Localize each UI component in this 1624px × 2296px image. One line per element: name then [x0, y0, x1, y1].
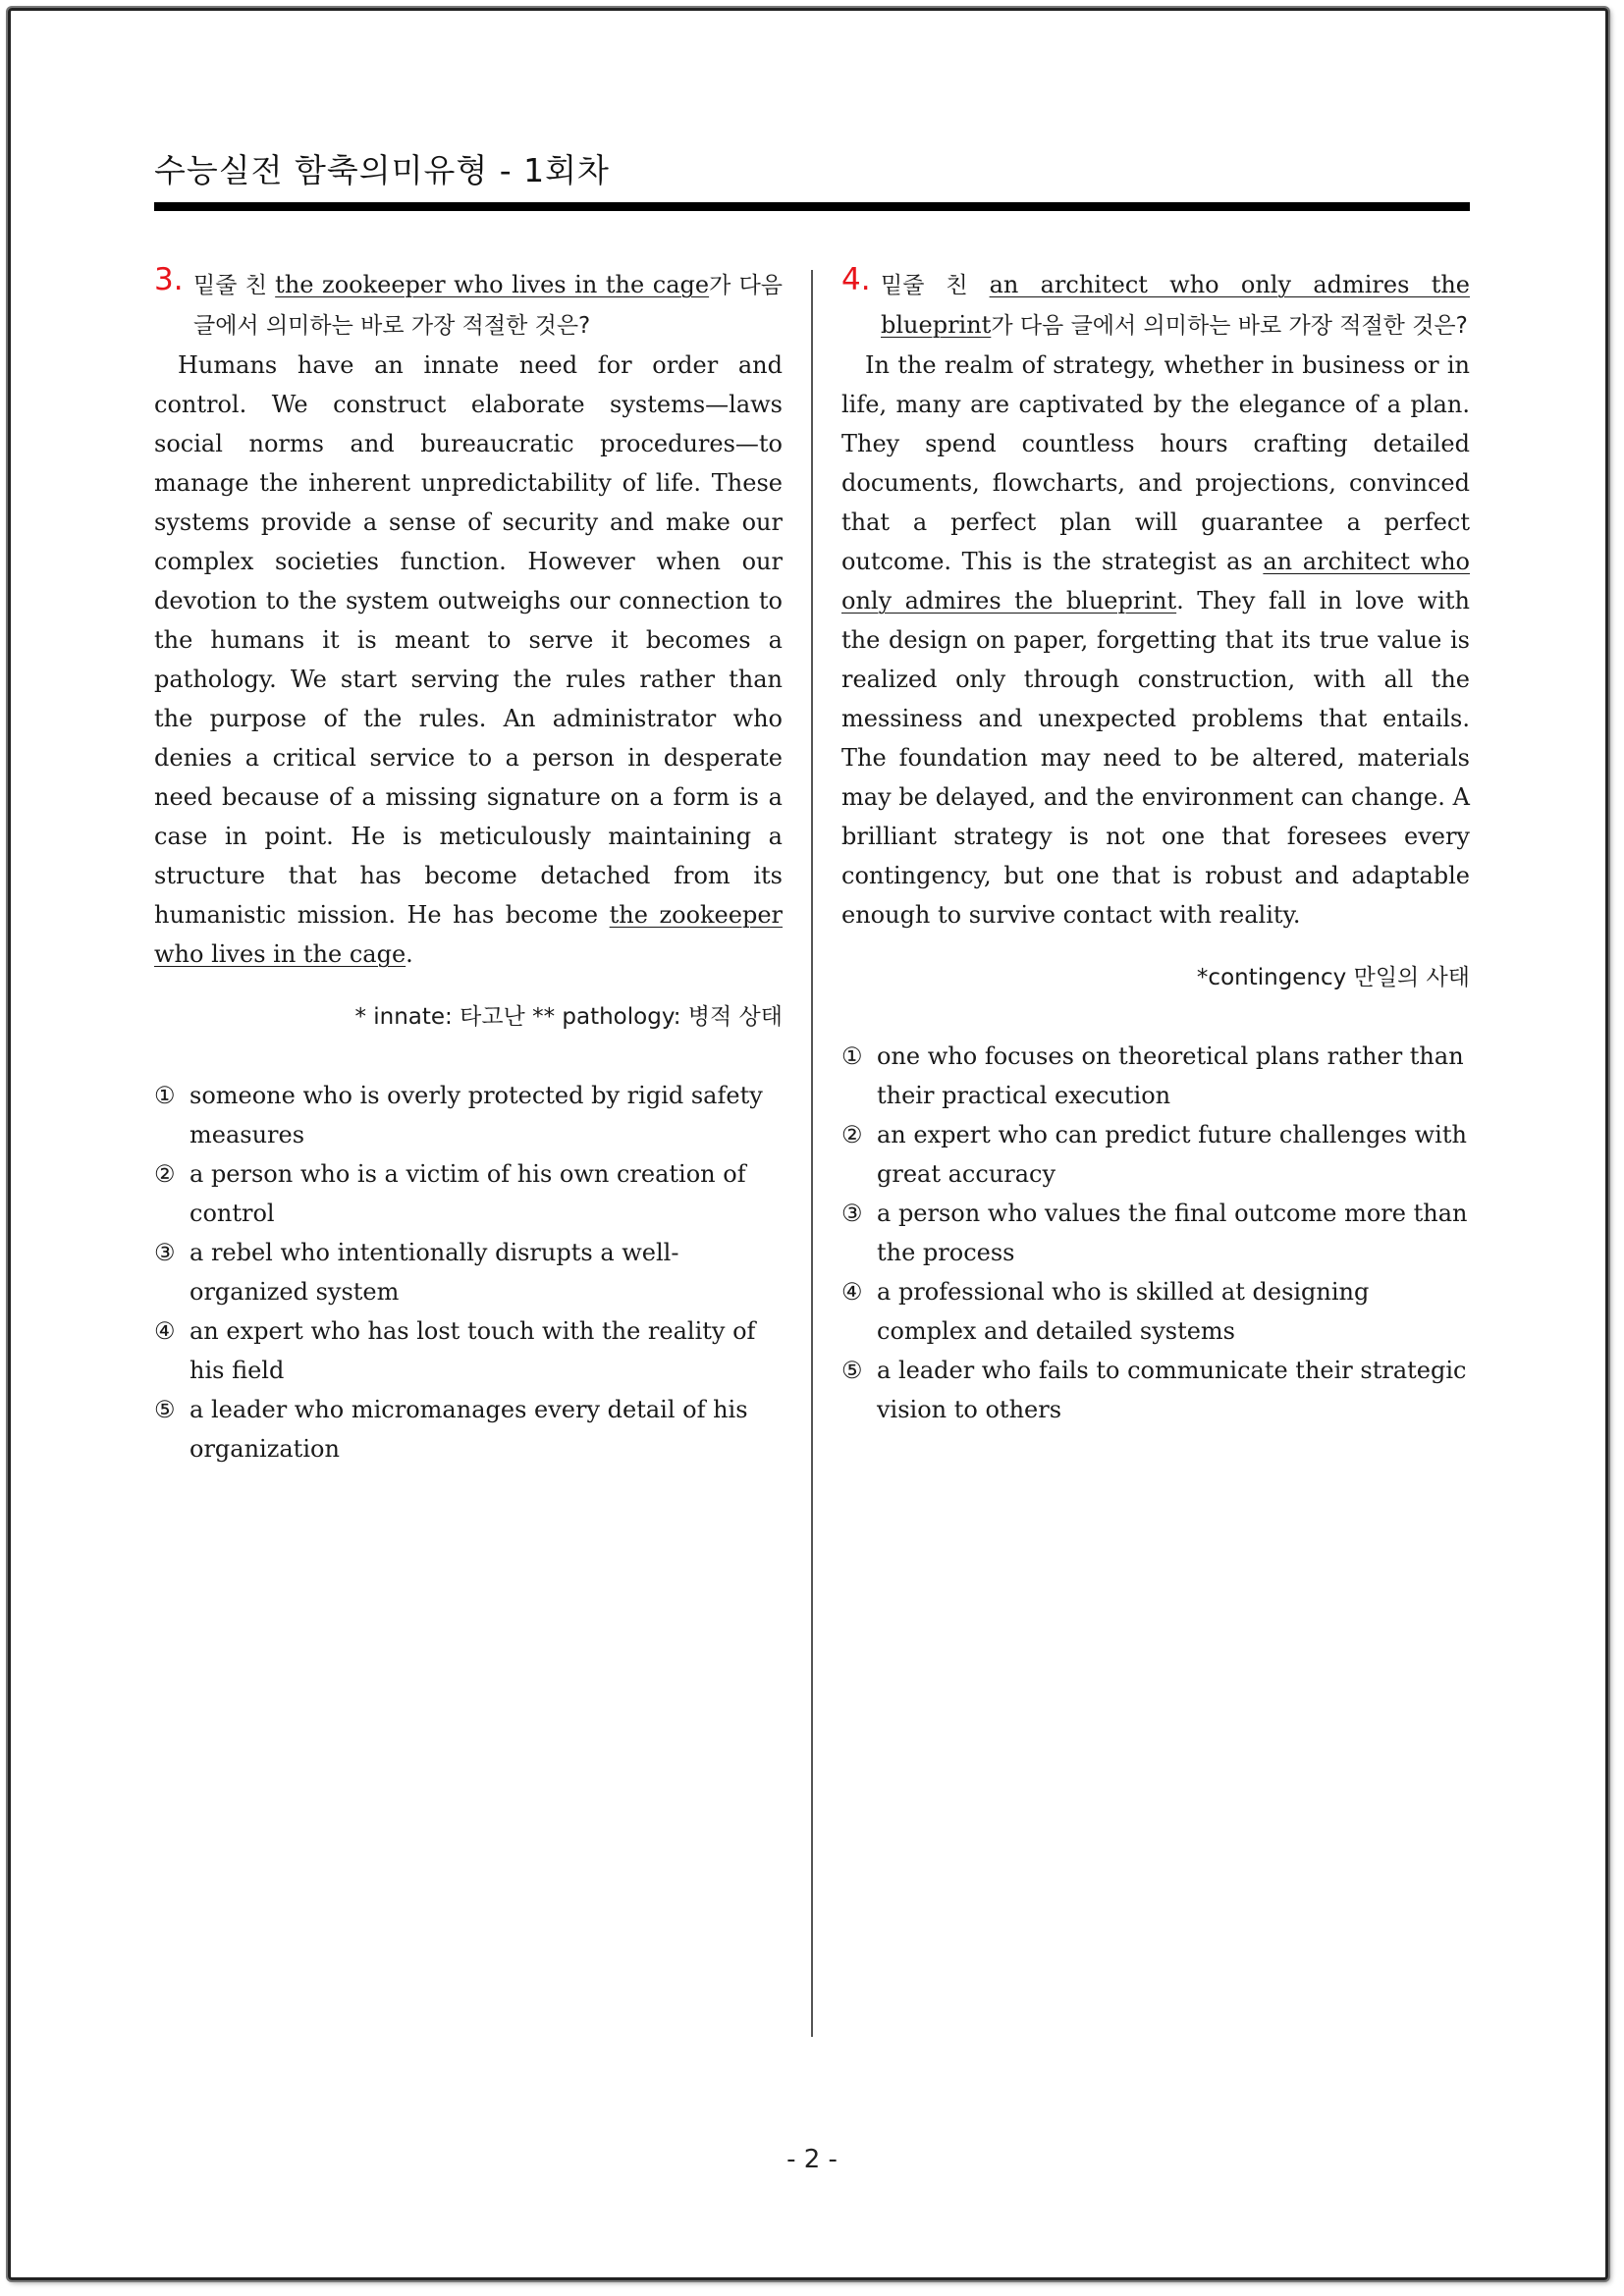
answer-choice[interactable]: [841, 1194, 1470, 1272]
passage-text: In the realm of strategy, whether in business or in life, many are captivated by the elegance of a plan. They spend countless hours crafting detailed documents, flowcharts, and projections, convinced that a perfect plan will guarantee a perfect outcome. This is the strategist as: [841, 351, 1470, 575]
page-title: 수능실전 함축의미유형 - 1회차: [154, 151, 610, 189]
choice-marker: ②: [154, 1160, 176, 1188]
choice-marker: ⑤: [841, 1357, 863, 1384]
footnote: * innate: 타고난 ** pathology: 병적 상태: [354, 1004, 783, 1030]
header-rule: [154, 202, 1470, 211]
answer-choice[interactable]: [154, 1076, 783, 1154]
passage: [154, 346, 783, 974]
choice-marker: ①: [154, 1082, 176, 1109]
choice-text: one who focuses on theoretical plans rather than their practical execution: [877, 1042, 1464, 1109]
passage-text-end: .: [406, 940, 413, 968]
choice-marker: ①: [841, 1042, 863, 1070]
answer-choice[interactable]: [841, 1115, 1470, 1194]
question-stem: [841, 262, 1470, 346]
answer-choice[interactable]: [841, 1351, 1470, 1429]
question-4: [841, 262, 1470, 1429]
choice-marker: ④: [841, 1278, 863, 1306]
choice-text: a leader who micromanages every detail of his organization: [189, 1396, 748, 1463]
choice-marker: ②: [841, 1121, 863, 1148]
choice-text: a person who is a victim of his own creation of control: [189, 1160, 746, 1227]
choice-text: a professional who is skilled at designing complex and detailed systems: [877, 1278, 1370, 1345]
column-divider: [811, 270, 813, 2037]
choice-text: an expert who has lost touch with the reality of his field: [189, 1317, 756, 1384]
answer-choice[interactable]: [154, 1311, 783, 1390]
passage-text-end: . They fall in love with the design on paper, forgetting that its true value is realized only through construction, with all the messiness and unexpected problems that entails. The foundation may need to be altered, materials may be delayed, and the environment can change. A brilliant strategy is not one that foresees every contingency, but one that is robust and adaptable enough to survive contact with reality.: [841, 587, 1470, 929]
choice-text: a person who values the final outcome more than the process: [877, 1200, 1468, 1266]
stem-suffix: 가 다음 글에서 의미하는 바로 가장 적절한 것은?: [991, 313, 1468, 339]
passage-text: Humans have an innate need for order and control. We construct elaborate systems—laws social norms and bureaucratic procedures—to manage the inherent unpredictability of life. These systems provide a sense of security and make our complex societies function. However when our devotion to the system outweighs our connection to the humans it is meant to serve it becomes a pathology. We start serving the rules rather than the purpose of the rules. An administrator who denies a critical service to a person in desperate need because of a missing signature on a form is a case in point. He is meticulously maintaining a structure that has become detached from its humanistic mission. He has become: [154, 351, 783, 929]
answer-choices: [154, 1076, 783, 1468]
answer-choice[interactable]: [841, 1272, 1470, 1351]
stem-prefix: 밑줄 친: [193, 273, 276, 298]
stem-suffix: 가 다음 글에서 의미하는 바로 가장 적절한 것은?: [193, 273, 784, 339]
question-3: [154, 262, 784, 1468]
choice-text: a rebel who intentionally disrupts a well-organized system: [189, 1239, 679, 1306]
answer-choice[interactable]: [841, 1037, 1470, 1115]
choice-text: a leader who fails to communicate their strategic vision to others: [877, 1357, 1467, 1423]
choice-text: someone who is overly protected by rigid safety measures: [189, 1082, 763, 1148]
stem-prefix: 밑줄 친: [881, 273, 990, 298]
answer-choice[interactable]: [154, 1154, 783, 1233]
choice-marker: ③: [841, 1200, 863, 1227]
stem-underlined-phrase: an architect who only admires the blueprint: [881, 271, 1470, 339]
page-number: - 2 -: [786, 2145, 838, 2174]
passage-underlined-phrase: the zookeeper who lives in the cage: [154, 901, 784, 968]
choice-marker: ⑤: [154, 1396, 176, 1423]
question-number: 3.: [154, 262, 184, 297]
footnote: *contingency 만일의 사태: [1196, 965, 1470, 990]
choice-marker: ④: [154, 1317, 176, 1345]
passage: [841, 346, 1470, 934]
answer-choice[interactable]: [154, 1390, 783, 1468]
answer-choices: [841, 1037, 1470, 1429]
question-number: 4.: [841, 262, 871, 297]
answer-choice[interactable]: [154, 1233, 783, 1311]
choice-text: an expert who can predict future challenges with great accuracy: [877, 1121, 1467, 1188]
passage-underlined-phrase: an architect who only admires the blueprint: [841, 548, 1470, 614]
question-stem: [154, 262, 784, 346]
choice-marker: ③: [154, 1239, 176, 1266]
stem-underlined-phrase: the zookeeper who lives in the cage: [275, 271, 710, 298]
